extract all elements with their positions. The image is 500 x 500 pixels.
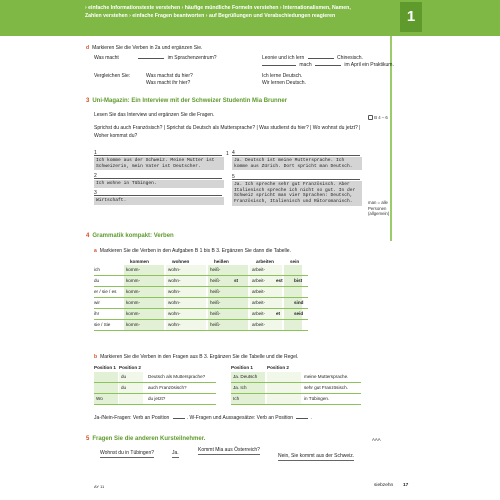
stem-cell: heiß- [210, 322, 221, 327]
task-letter: a [94, 248, 97, 254]
d-text: Was macht [94, 55, 119, 61]
pos1-cell[interactable]: Ich [233, 396, 240, 401]
pos-header: Position 1 [94, 365, 116, 370]
pos1-cell[interactable]: Ja. Deutsch [233, 374, 258, 379]
q-num-1: 1 [94, 150, 97, 156]
stem-cell: heiß- [210, 278, 221, 283]
stem-cell: heiß- [210, 300, 221, 305]
table-row-line [94, 404, 216, 405]
section-number: 4 [86, 233, 90, 239]
ending-cell[interactable]: seid [294, 311, 304, 316]
stem-cell: heiß- [210, 289, 221, 294]
rest-cell: sehr gut Französisch. [304, 385, 348, 390]
stem-cell: komm- [126, 300, 141, 305]
rule-line: Ja-/Nein-Fragen: Verb an Position . W-Fragen und Aussagesätze: Verb an Position . [94, 415, 312, 421]
pronoun-cell: ich [94, 267, 100, 272]
table-column-shade [267, 372, 301, 405]
stem-cell: heiß- [210, 267, 221, 272]
page-number: 17 [403, 483, 409, 488]
answer-line-2[interactable] [94, 173, 222, 179]
pronoun-cell: du [94, 278, 100, 283]
pos1-cell[interactable]: Ja. Ich [233, 385, 247, 390]
d-compare-q2: Was macht ihr hier? [146, 80, 191, 86]
d-compare-a1: Ich lerne Deutsch. [262, 73, 303, 79]
chapter-number: 1 [400, 2, 422, 32]
pronoun-cell: ihr [94, 311, 100, 316]
rest-cell: in Tübingen. [304, 396, 330, 401]
interview-left [94, 150, 229, 208]
task-d [86, 45, 202, 51]
pos2-cell[interactable]: du [121, 385, 127, 390]
pos-header: Position 1 [231, 365, 253, 370]
pronoun-cell: er / sie / es [94, 289, 117, 294]
task-letter: b [94, 354, 98, 360]
stem-cell: arbeit- [252, 289, 266, 294]
blank-field[interactable] [138, 55, 164, 59]
d-row-2-right [262, 62, 394, 68]
table-row-line [231, 404, 361, 405]
d-text: im April ein Praktikum. [344, 62, 394, 68]
d-compare-q1: Was machst du hier? [146, 73, 193, 79]
stem-cell: wohn- [168, 322, 181, 327]
rest-cell: meine Muttersprache. [304, 374, 349, 379]
d-row-1 [94, 55, 217, 61]
answer-text-4: Ja. Deutsch ist meine Muttersprache. Ich komme aus Zürich. Dort spricht man Deutsch. [232, 157, 362, 170]
pos-header: Position 2 [119, 365, 141, 370]
table-row-line [94, 382, 216, 383]
q-num-2: 2 [94, 173, 97, 179]
q-num-5: 5 [232, 174, 235, 180]
speech-bubble-1: Wohnst du in Tübingen? [100, 450, 154, 458]
table-row-line [94, 393, 216, 394]
q-num-4: 4 [232, 150, 235, 156]
section-3-title [86, 98, 287, 106]
task-instruction: Markieren Sie die Verben in 2a und ergänzen Sie. [92, 45, 203, 51]
header-line-1: › einfache Informationstexte verstehen › häufige mündliche Formeln verstehen › Internationalismen, Namen, [85, 5, 351, 11]
table-row-line [94, 297, 308, 298]
blank-field[interactable] [262, 62, 296, 66]
section-number: 3 [86, 98, 90, 104]
header-goals [85, 4, 385, 20]
d-text: Leonie und ich lern [262, 55, 305, 61]
audio-label: B 4 – 6 [374, 115, 388, 120]
task-letter: d [86, 45, 90, 51]
answer-text-1: Ich komme aus der Schweiz. Meine Mutter ist Schweizerin, mein Vater ist Deutscher. [94, 157, 224, 170]
d-text: Chinesisch. [337, 55, 363, 61]
blank-field[interactable] [315, 62, 341, 66]
rule-a: Ja-/Nein-Fragen: Verb an Position [94, 415, 170, 421]
pos2-cell[interactable]: du [121, 374, 127, 379]
stem-cell: heiß- [210, 311, 221, 316]
stem-cell: arbeit- [252, 300, 266, 305]
answer-text-3: Wirtschaft. [94, 197, 224, 205]
table-row-line [94, 319, 308, 320]
stem-cell: arbeit- [252, 278, 266, 283]
pos1-cell[interactable]: Wo [96, 396, 103, 401]
speech-bubble-3: Kommt Mia aus Österreich? [198, 447, 260, 455]
task-4a [94, 248, 291, 254]
d-compare-label: Vergleichen Sie: [94, 73, 131, 79]
table-row-line [94, 286, 308, 287]
footer-word: siebzehn [374, 483, 394, 488]
col-header: wohnen [172, 259, 190, 264]
task-instruction: Markieren Sie die Verben in den Fragen aus B 3. Ergänzen Sie die Tabelle und die Regel. [100, 354, 299, 360]
header-line-2: Zahlen verstehen › einfache Fragen beantworten › auf Begrüßungen und Verabschiedungen reagieren [85, 13, 336, 20]
section-5-title [86, 436, 205, 444]
blank-field[interactable] [296, 415, 308, 419]
rest-cell: Deutsch als Muttersprache? [148, 374, 206, 379]
table-row-line [94, 275, 308, 276]
answer-line-3[interactable] [94, 190, 222, 196]
sec3-instruction: Lesen Sie das Interview und ergänzen Sie die Fragen. [94, 112, 215, 118]
col-header: heißen [214, 259, 229, 264]
d-text: mach [299, 62, 312, 68]
ending-cell[interactable]: st [234, 278, 239, 283]
stem-cell: arbeit- [252, 311, 266, 316]
table-row-line [94, 330, 308, 331]
pronoun-cell: wir [94, 300, 100, 305]
stem-cell: wohn- [168, 311, 181, 316]
header-band [0, 0, 500, 36]
audio-icon [368, 115, 373, 120]
col-header: arbeiten [256, 259, 274, 264]
task-4b [94, 354, 298, 360]
blank-field[interactable] [173, 415, 185, 419]
section-number: 5 [86, 436, 90, 442]
side-marker: AAA [372, 437, 381, 442]
rest-cell: du jetzt? [148, 396, 166, 401]
section-title-text: Fragen Sie die anderen Kursteilnehmer. [92, 436, 206, 442]
stem-cell: wohn- [168, 300, 181, 305]
stem-cell: arbeit- [252, 322, 266, 327]
col-header: kommen [130, 259, 149, 264]
sec3-question-pool: Sprichst du auch Französisch? | Sprichst du Deutsch als Muttersprache? | Was studierst du hier? | Wo wohnst du jetzt? | Woher kommst du? [94, 125, 361, 139]
answer-line-4[interactable] [232, 150, 360, 156]
stem-cell: komm- [126, 311, 141, 316]
audio-track[interactable] [368, 115, 388, 121]
stem-cell: komm- [126, 278, 141, 283]
rest-cell: auch Französisch? [148, 385, 187, 390]
blank-field[interactable] [308, 55, 334, 59]
table-row-line [231, 393, 361, 394]
side-note-man: man = alle Personen (allgemein) [368, 200, 390, 217]
stem-cell: arbeit- [252, 267, 266, 272]
ending-cell[interactable]: est [276, 278, 283, 283]
speech-bubble-4: Nein, Sie kommt aus der Schweiz. [278, 453, 354, 461]
d-text: im Sprachenzentrum? [167, 55, 217, 61]
answer-line-5[interactable] [232, 174, 360, 180]
section-title-text: Uni-Magazin: Ein Interview mit der Schweizer Studentin Mia Brunner [92, 98, 288, 104]
d-row-1-right [262, 55, 363, 61]
stem-cell: wohn- [168, 278, 181, 283]
table-row-line [94, 308, 308, 309]
q-num-3: 3 [94, 190, 97, 196]
ending-cell[interactable]: bist [294, 278, 303, 283]
pronoun-cell: sie / Sie [94, 322, 111, 327]
d-compare-a2: Wir lernen Deutsch. [262, 80, 306, 86]
section-title-text: Grammatik kompakt: Verben [92, 233, 174, 239]
q-number: 1 [226, 151, 229, 157]
stem-cell: komm- [126, 289, 141, 294]
section-4-title [86, 233, 174, 241]
answer-text-5: Ja. Ich spreche sehr gut Französisch. Aber Italienisch spreche ich nicht so gut. In der Schweiz spricht man vier Sprachen: Deutsch, Französisch, Italienisch und Rätoromanisch. [232, 181, 362, 206]
task-instruction: Markieren Sie die Verben in den Aufgaben B 1 bis B 3. Ergänzen Sie dann die Tabelle. [99, 248, 291, 254]
pos-header: Position 2 [267, 365, 289, 370]
table-row-line [231, 382, 361, 383]
stem-cell: wohn- [168, 267, 181, 272]
stem-cell: komm- [126, 322, 141, 327]
answer-text-2: Ich wohne in Tübingen. [94, 180, 224, 188]
footer-code: AY 11 [94, 484, 105, 489]
speech-bubble-2: Ja. [172, 450, 179, 458]
rule-b: W-Fragen und Aussagesätze: Verb an Position [189, 415, 294, 421]
col-header: sein [290, 259, 300, 264]
ending-cell[interactable]: sind [294, 300, 304, 305]
ending-cell[interactable]: et [276, 311, 281, 316]
stem-cell: wohn- [168, 289, 181, 294]
stem-cell: komm- [126, 267, 141, 272]
answer-line-1[interactable] [94, 150, 229, 157]
